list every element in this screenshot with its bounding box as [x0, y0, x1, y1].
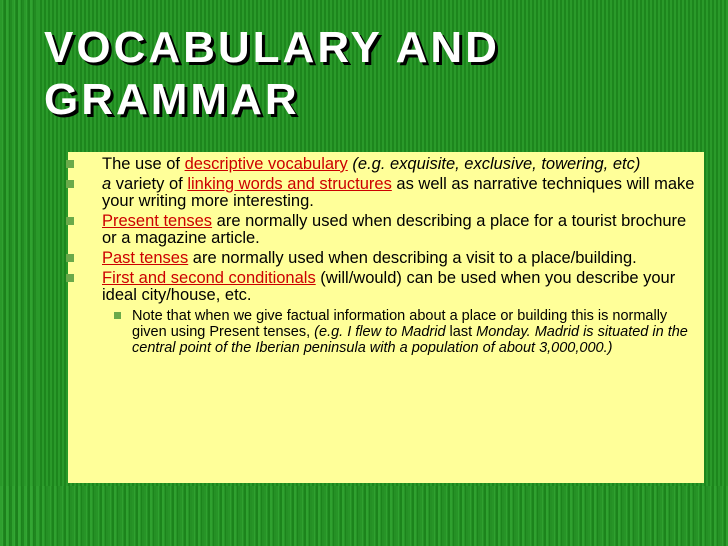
- left-stripe-decoration: [0, 0, 38, 546]
- bullet-example: (e.g. exquisite, exclusive, towering, etc): [347, 155, 641, 173]
- square-bullet-icon: [66, 217, 74, 225]
- sub-bullet-item-note: [102, 308, 696, 356]
- square-bullet-icon: [66, 160, 74, 168]
- sub-bullet-text: Note that when we give factual information about a place or building this is normally given using Present tenses,: [132, 308, 668, 340]
- square-bullet-icon: [66, 180, 74, 188]
- bullet-item-linking-words: [68, 176, 696, 210]
- bullet-text: variety of: [111, 175, 188, 193]
- bullet-item-conditionals: [68, 270, 696, 356]
- bullet-list: [68, 156, 696, 356]
- present-tenses-link[interactable]: Present tenses: [102, 212, 213, 230]
- sub-bullet-example-part1: (e.g. I flew to Madrid: [314, 324, 446, 340]
- sub-bullet-list: [102, 308, 696, 356]
- bullet-text: as well as narrative techniques will make your writing more interesting.: [102, 175, 695, 210]
- descriptive-vocabulary-link[interactable]: descriptive vocabulary: [184, 155, 348, 173]
- bullet-text: are normally used when describing a visit to a place/building.: [188, 249, 637, 267]
- content-box: [68, 152, 704, 483]
- slide-title-line2: GRAMMAR: [44, 75, 300, 124]
- square-bullet-icon: [66, 254, 74, 262]
- bullet-text: The use of: [102, 155, 185, 173]
- bullet-text: are normally used when describing a place for a tourist brochure or a magazine article.: [102, 212, 687, 247]
- bullet-item-descriptive-vocabulary: [68, 156, 696, 173]
- bullet-text: (will/would) can be used when you describe your ideal city/house, etc.: [102, 269, 676, 304]
- bullet-item-present-tenses: [68, 213, 696, 247]
- linking-words-link[interactable]: linking words and structures: [187, 175, 392, 193]
- slide-title: [44, 22, 704, 126]
- bottom-stripe-decoration: [0, 486, 728, 546]
- square-bullet-icon: [66, 274, 74, 282]
- bullet-item-past-tenses: [68, 250, 696, 267]
- bullet-italic-prefix: a: [102, 175, 112, 193]
- square-bullet-icon: [114, 312, 121, 319]
- sub-bullet-text-mid: last: [445, 324, 477, 340]
- past-tenses-link[interactable]: Past tenses: [102, 249, 189, 267]
- sub-bullet-example-part2: Monday. Madrid is situated in the central point of the Iberian peninsula with a population of about 3,000,000.): [132, 324, 688, 356]
- conditionals-link[interactable]: First and second conditionals: [102, 269, 316, 287]
- slide-title-line1: VOCABULARY AND: [44, 23, 500, 72]
